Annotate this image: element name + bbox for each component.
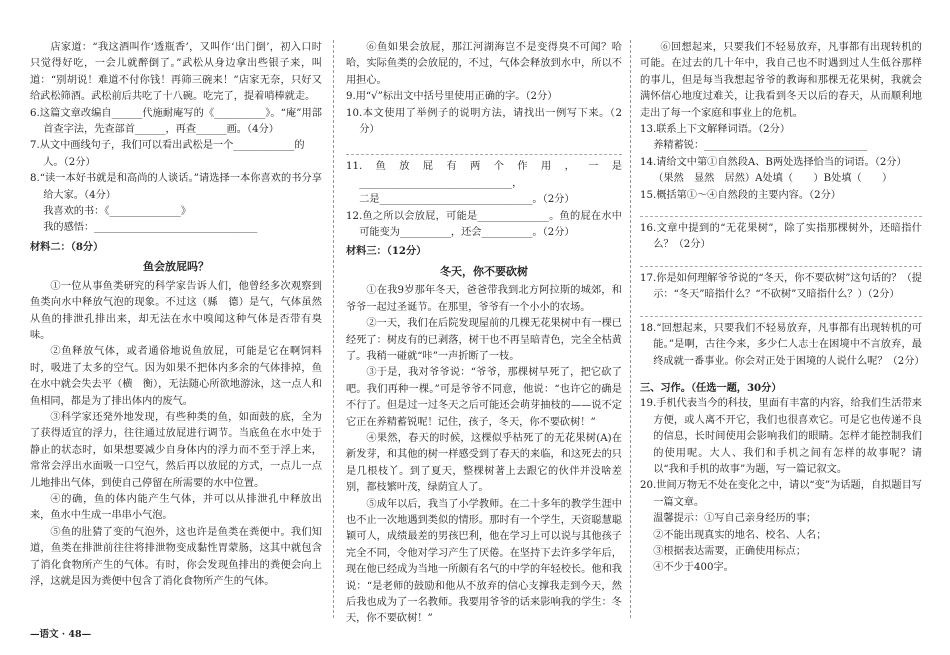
question-10: 10.本文使用了举例子的说明方法，请找出一例写下来。（2分）: [346, 107, 622, 136]
tip-2: ②不能出现真实的地名、校名、人名；: [653, 529, 827, 541]
answer-line: [640, 266, 922, 267]
story-paragraph-1: ①在我9岁那年冬天，爸爸带我到北方阿拉斯的城郊，和爷爷一起过圣诞节。在那里，爷爷有一个小小的农场。: [346, 285, 622, 313]
tip-4: ④不少于400字。: [653, 562, 734, 574]
question-11-cont: 二是______________________________。（2分）: [359, 194, 575, 206]
question-11: 11.鱼放屁有两个作用，一是______________________________，: [346, 161, 622, 189]
answer-line: [346, 154, 622, 155]
paragraph-5: ⑤鱼的肚猜了变的气泡外，这也许是鱼类在粪便中。我们知道，鱼类在排泄前往往将排泄物变成黏性胃蒙肠，这其中就包含了消化食物所产生的气体。有时，你会发现鱼排出的粪便会向上浮，这就是因为粪便中包含了消化食物所产生的气体。: [30, 526, 322, 587]
question-18: 18.“回想起来，只要我们不轻易放弃，凡事都有出现转机的可能。”是啊，古往今来，多少仁人志士在困境中不言放弃，最终成就一番事业。你会对正处于困境的人说什么呢？（2分）: [640, 322, 925, 367]
question-14: 14.请给文中第①自然段A、B两处选择恰当的词语。（2分）: [640, 156, 907, 168]
material-3-title: 冬天，你不要砍树: [440, 264, 528, 278]
answer-line: [640, 216, 922, 217]
page-footer: —语文 · 48—: [30, 629, 92, 640]
answer-line: [640, 316, 922, 317]
story-paragraph-3: ③于是，我对爷爷说：“爷爷，那棵树早死了，把它砍了吧。我们再种一棵。”可是爷爷不同意，他说：“也许它的确是不行了。但是过一过冬天之后可能还会萌芽抽枝的——说不定它正在养精蓄锐呢！记住，孩子，冬天，你不要砍树！”: [346, 367, 622, 428]
column-divider-left: [333, 40, 334, 618]
question-7-cont: 人。（2分）: [43, 156, 96, 168]
column-left: [30, 40, 322, 590]
material-2-title: 鱼会放屁吗？: [143, 260, 209, 274]
question-8: 8.“读一本好书就是和高尚的人谈话。”请选择一本你喜欢的书分享给大家。（4分）: [30, 173, 322, 201]
question-8-feeling: 我的感悟：________________________________: [43, 222, 258, 234]
material-3-heading: 材料三：（12分）: [346, 245, 427, 258]
question-16: 16.文章中提到的“无花果树”，除了实指那棵树外，还暗指什么？（2分）: [640, 223, 922, 251]
paragraph-2: ②鱼释放气体，或者通俗地说鱼放屁，可能是它在啊饲料时，吸进了太多的空气。因为如果不把体内多余的气体排掉，鱼在水中就会失去平（横 衡），无法随心所欲地游泳，这一点人和鱼相同，都是为了排出体内的废气。: [30, 346, 322, 407]
story-paragraph-6: ⑥回想起来，只要我们不轻易放弃，凡事都有出现转机的可能。在过去的几十年中，我自己也不时遇到过人生低谷那样的事儿，但是每当我想起爷爷的教诲和那棵无花果树，我就会满怀信心地度过难关，让我看到冬天以后的春天，从而顺利地走出了每一个家庭和事业上的危机。: [640, 42, 922, 119]
question-6: 6.这篇文章改编自______代施耐庵写的《__________》。“庵”用部首查字法，先查部首______，再查______画。（4分）: [30, 107, 322, 136]
question-14-options: （果然 显然 居然）A处填（ ）B处填（ ）: [653, 173, 893, 185]
material-2-heading: 材料二：（8分）: [30, 240, 104, 253]
question-12: 12.鱼之所以会放屁，可能是______________。鱼的屁在水中可能变为__________，还会__________。（2分）: [346, 210, 622, 239]
story-paragraph-4: ④果然，春天的时候，这棵似乎枯死了的无花果树(A)在新发芽，和其他的树一样感受到了春天的来临，和这死去的只是几根枝丫。到了夏天，整棵树著上去跟它的伙伴并没啥差别，都枝繁叶茂，绿荫宜人了。: [346, 432, 622, 494]
column-middle: [346, 40, 622, 628]
tip-1: 温馨提示：①写自己亲身经历的事；: [653, 513, 817, 525]
question-13-answer: 养精蓄锐：________________________________: [653, 140, 868, 152]
question-19: 19.手机代表当今的科技，里面有丰富的内容，给我们生活带来方便，或人离不开它，我们也很喜欢它。可是它也传递不良的信息，长时间使用会影响我们的眼睛。怎样才能控制我们的使用呢。大人、我们和手机之间有怎样的故事呢？请以“我和手机的故事”为题，写一篇记叙文。: [640, 398, 922, 475]
question-9: 9.用“√”标出文中括号里使用正确的字。（2分）: [346, 91, 558, 103]
question-15: 15.概括第①～④自然段的主要内容。（2分）: [640, 189, 841, 201]
column-divider-right: [630, 40, 631, 618]
tip-3: ③根据表达需要，正确使用标点；: [653, 545, 807, 557]
question-7: 7.从文中画线句子，我们可以看出武松是一个____________的: [30, 140, 305, 152]
question-17: 17.你是如何理解爷爷说的“冬天，你不要砍树”这句话的？（提示：“冬天”暗指什么？“不砍树”又暗指什么？）（2分）: [640, 272, 922, 301]
paragraph-6: ⑥鱼如果会放屁，那江河湖海岂不是变得臭不可闻？哈哈，实际鱼类的会放屁的，不过，气体会释放到水中，所以不用担心。: [346, 42, 622, 86]
paragraph-1: ①一位从事鱼类研究的科学家告诉人们，他曾经多次观察到鱼类向水中释放气泡的现象。不过这（縣 德）是气，气体虽然从鱼的排泄孔排出来，却无法在水中嗅闻这种气体是否带有臭味。: [30, 280, 322, 341]
question-20: 20.世间万物无不处在变化之中，请以“变”为话题，自拟题目写一篇文章。: [640, 480, 922, 508]
section-3-heading: 三、习作。（任选一题，30分）: [640, 381, 782, 394]
paragraph-3: ③科学家还発外地发现，有些种类的鱼，如面鼓的底，全为了获得适宜的浮力，往往通过放屁进行调节。当底鱼在水中处于静止的状态时，如果想要减少自身体内的浮力而不至于浮上来，常常会浮出水面吸一口空气，然后再以放屁的方式，一点儿一点儿地排出气体，到使自己停留在所需要的水中位置。: [30, 411, 322, 489]
question-8-book: 我喜欢的书：《______________》: [43, 206, 191, 218]
question-13: 13.联系上下文解释词语。（2分）: [640, 124, 791, 136]
column-right: [640, 40, 925, 577]
paragraph-4: ④的确，鱼的体内能产生气体，并可以从排泄孔中释放出来，鱼水中生成一串串小气泡。: [30, 493, 322, 522]
story-excerpt: 店家道：“我这酒叫作‘透瓶香’，又叫作‘出门倒’，初入口时只觉得好吃，一会儿就醉倒了。”武松从身边拿出些银子来，叫道：“别胡说！难道不付你钱！再筛三碗来！”店家无奈，只好又给武松筛酒。武松前后共吃了十八碗。吃完了，提着哨棒就走。: [30, 42, 322, 103]
story-paragraph-5: ⑤成年以后，我当了小学教师。在二十多年的教学生涯中也不止一次地遇到类似的情形。那时有一个学生，天资聪慧聪颖可人，成绩最差的男孩巴利，他在学习上可以说与其他孩子完全不同，令他对学习产生了厌倦。在坚持下去许多学年后，现在他已经成为当地一所颇有名气的中学的年轻校长。他和我说：“是老师的鼓励和他从不放弃的信心支撑我走到今天，然后我也成为了一名教师。我要用爷爷的话来影响我的学生：冬天，你不要砍树！”: [346, 498, 622, 625]
story-paragraph-2: ②一天，我们在后院发现屋前的几棵无花果树中有一棵已经死了：树皮有的已剥落，树干也不再呈暗青色，完全全枯黄了。我稍一碰就“咔”一声折断了一枝。: [346, 318, 622, 362]
